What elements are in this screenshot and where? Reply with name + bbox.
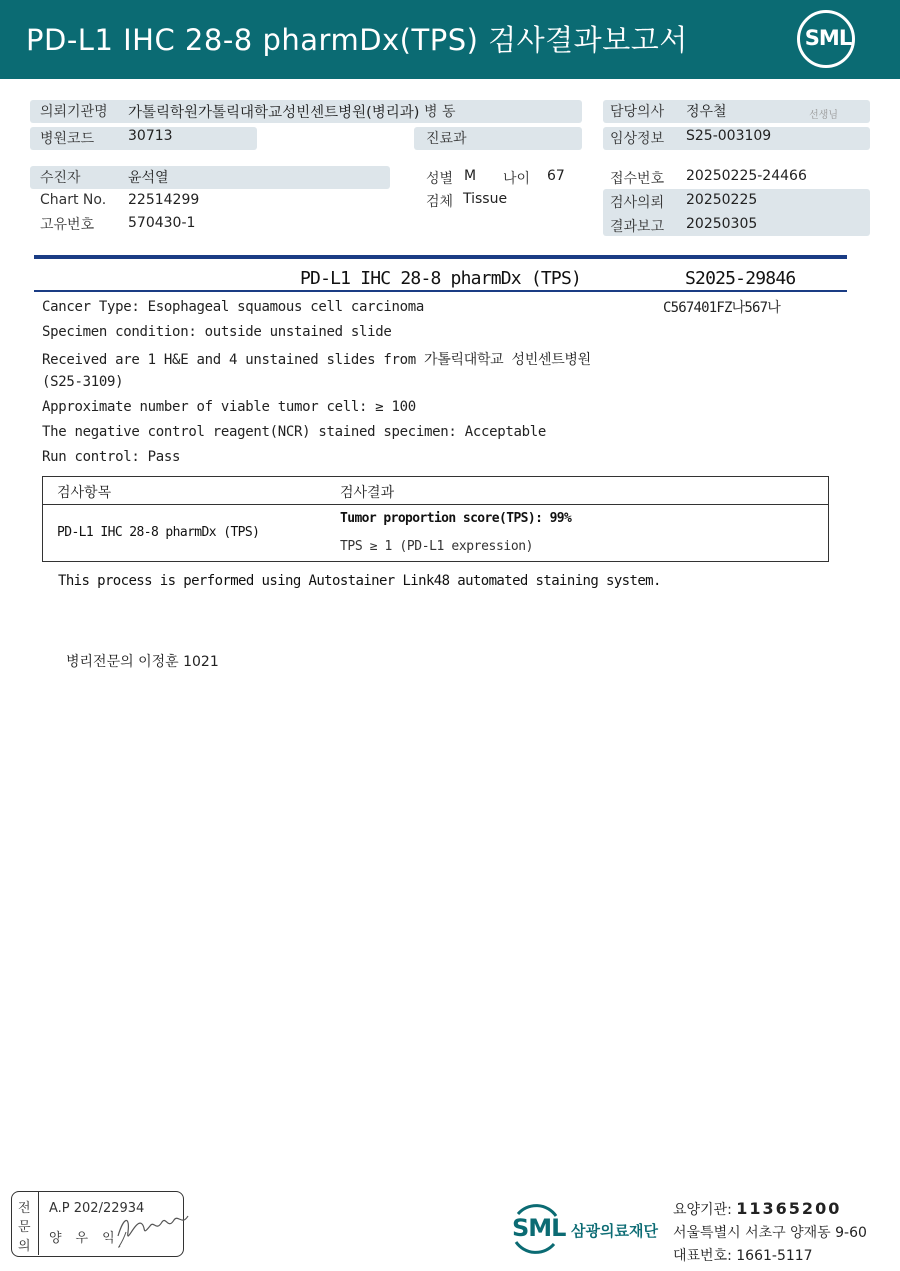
- phone-value: 1661-5117: [736, 1248, 813, 1264]
- table-header-result: 검사결과: [340, 485, 395, 501]
- stamp-side-column: [12, 1192, 39, 1255]
- care-code-line: [673, 1199, 841, 1219]
- patient-value: 윤석열: [128, 170, 169, 186]
- institution-value: 가톨릭학원가톨릭대학교성빈센트병원(병리과): [128, 105, 420, 121]
- report-bottom-rule: [34, 290, 847, 292]
- sml-logo: SML: [804, 26, 852, 50]
- address-line: 서울특별시 서초구 양재동 9-60: [673, 1225, 867, 1241]
- pathologist-stamp: [11, 1191, 184, 1257]
- received-ref-line: (S25-3109): [42, 374, 124, 390]
- report-code: C567401FZ나567나: [663, 300, 780, 316]
- specimen-label: 검체: [426, 194, 454, 210]
- received-line: Received are 1 H&E and 4 unstained slides from 가톨릭대학교 성빈센트병원: [42, 352, 591, 368]
- sml-footer-logo: SML: [512, 1214, 566, 1242]
- process-note: This process is performed using Autostainer Link48 automated staining system.: [58, 573, 661, 589]
- signature-icon: [112, 1206, 192, 1251]
- phone-line: [673, 1245, 813, 1265]
- doctor-label: 담당의사: [610, 104, 665, 120]
- ward-label: 병 동: [424, 104, 456, 120]
- phone-label: 대표번호:: [673, 1248, 737, 1264]
- stamp-char: 의: [18, 1239, 31, 1254]
- table-header-item: 검사항목: [57, 485, 112, 501]
- care-code-value: 11365200: [736, 1199, 842, 1218]
- result-table: [42, 476, 829, 562]
- clinical-label: 임상정보: [610, 131, 665, 147]
- foundation-name: 삼광의료재단: [571, 1222, 658, 1240]
- patient-box: [30, 166, 390, 189]
- department-label: 진료과: [426, 131, 467, 147]
- doctor-value: 정우철: [686, 104, 727, 120]
- accession-label: 접수번호: [610, 171, 665, 187]
- table-result-expression: TPS ≥ 1 (PD-L1 expression): [340, 539, 534, 554]
- request-label: 검사의뢰: [610, 195, 665, 211]
- cancer-type-line: Cancer Type: Esophageal squamous cell carcinoma: [42, 299, 425, 315]
- chart-label: Chart No.: [40, 192, 107, 208]
- age-label: 나이: [503, 171, 531, 187]
- hospital-code-value: 30713: [128, 128, 173, 144]
- report-top-rule: [34, 255, 847, 259]
- stamp-char: 문: [18, 1220, 31, 1235]
- age-value: 67: [547, 168, 565, 184]
- care-code-label: 요양기관:: [673, 1202, 737, 1218]
- report-title: PD-L1 IHC 28-8 pharmDx (TPS): [300, 268, 582, 289]
- ncr-line: The negative control reagent(NCR) stained specimen: Acceptable: [42, 424, 546, 440]
- id-value: 570430-1: [128, 215, 196, 231]
- stamp-name: 양우익: [49, 1231, 129, 1246]
- table-divider: [43, 504, 828, 505]
- id-label: 고유번호: [40, 217, 95, 233]
- patient-label: 수진자: [40, 170, 81, 186]
- sex-label: 성별: [426, 171, 454, 187]
- table-result-score: Tumor proportion score(TPS): 99%: [340, 511, 572, 526]
- hospital-code-label: 병원코드: [40, 131, 95, 147]
- stamp-char: 전: [18, 1201, 31, 1216]
- pathologist-line: 병리전문의 이정훈 1021: [66, 654, 219, 670]
- chart-value: 22514299: [128, 192, 200, 208]
- table-item: PD-L1 IHC 28-8 pharmDx (TPS): [57, 525, 260, 540]
- doctor-suffix: 선생님: [809, 110, 838, 121]
- header-bar: [0, 0, 900, 79]
- tumor-cell-line: Approximate number of viable tumor cell: ≥ 100: [42, 399, 416, 415]
- specimen-condition-line: Specimen condition: outside unstained slide: [42, 324, 392, 340]
- accession-value: 20250225-24466: [686, 168, 807, 184]
- specimen-value: Tissue: [463, 191, 508, 207]
- stamp-ap-number: A.P 202/22934: [49, 1201, 145, 1216]
- report-label: 결과보고: [610, 219, 665, 235]
- report-value: 20250305: [686, 216, 758, 232]
- clinical-value: S25-003109: [686, 128, 772, 144]
- page-title: PD-L1 IHC 28-8 pharmDx(TPS) 검사결과보고서: [26, 23, 688, 57]
- report-number: S2025-29846: [685, 268, 796, 289]
- institution-label: 의뢰기관명: [40, 104, 108, 120]
- request-value: 20250225: [686, 192, 758, 208]
- sex-value: M: [464, 168, 477, 184]
- run-control-line: Run control: Pass: [42, 449, 181, 465]
